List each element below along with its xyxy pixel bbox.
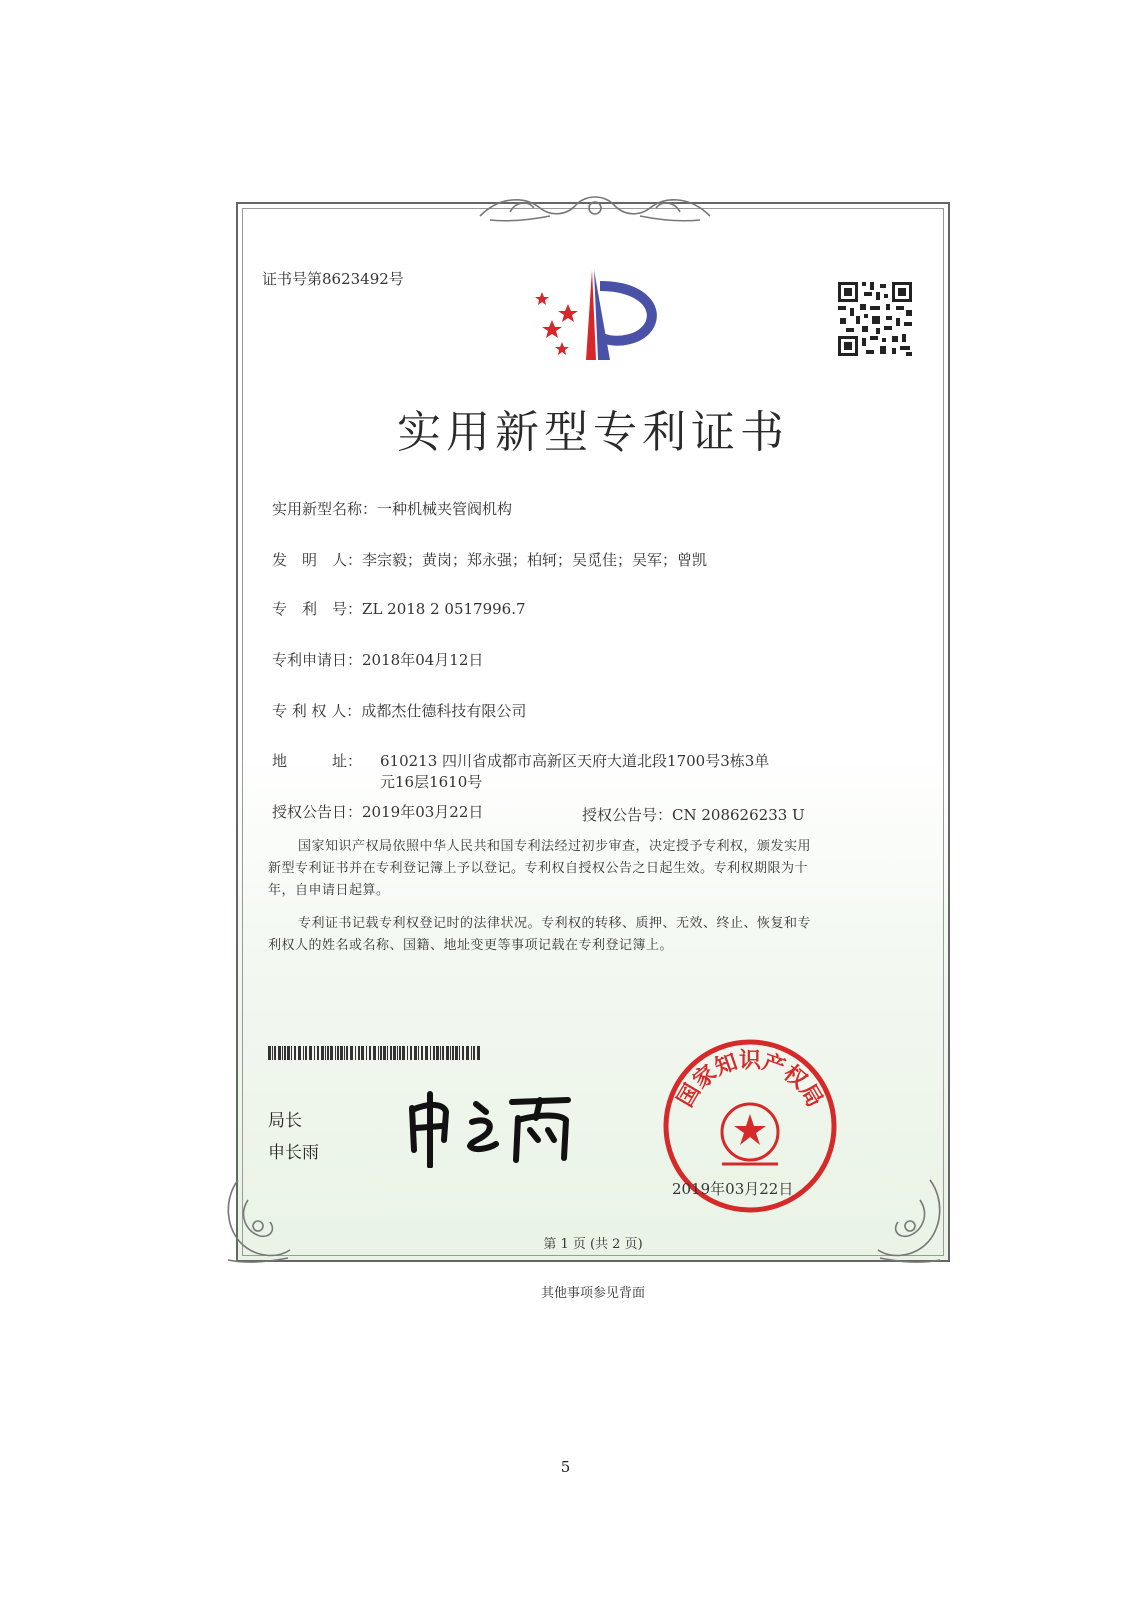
barcode-bar: [418, 1046, 419, 1060]
address-label: 地 址：: [272, 752, 363, 770]
barcode-bar: [462, 1046, 464, 1060]
barcode-bar: [473, 1046, 475, 1060]
patentee-row: [272, 700, 526, 721]
barcode-bar: [274, 1046, 276, 1060]
barcode-bar: [369, 1046, 371, 1060]
qr-code-icon: [836, 280, 914, 358]
barcode-bar: [380, 1046, 382, 1060]
barcode-bar: [452, 1046, 454, 1060]
barcode-bar: [425, 1046, 428, 1060]
application-date-value: 2018年04月12日: [362, 651, 484, 669]
barcode-bar: [410, 1046, 412, 1060]
patent-number-label: 专 利 号：: [272, 600, 363, 618]
patentee-label: 专 利 权 人：: [272, 702, 362, 720]
barcode-bar: [407, 1046, 408, 1060]
address-row: [272, 750, 769, 771]
barcode-bar: [393, 1046, 396, 1060]
barcode-bar: [446, 1046, 449, 1060]
grant-date-value: 2019年03月22日: [362, 803, 484, 821]
page-number: 5: [560, 1458, 571, 1476]
barcode-bar: [450, 1046, 451, 1060]
patent-office-logo-icon: [530, 268, 660, 363]
address-line-2: 元16层1610号: [380, 773, 483, 791]
barcode-bar: [350, 1046, 353, 1060]
barcode-bar: [440, 1046, 441, 1060]
director-name: 申长雨: [268, 1143, 319, 1163]
barcode-bar: [459, 1046, 460, 1060]
barcode-bar: [383, 1046, 386, 1060]
bottom-right-ornament-icon: [870, 1170, 950, 1270]
paragraph-1-line-3: 年，自申请日起算。: [268, 883, 390, 898]
barcode-bar: [305, 1046, 307, 1060]
utility-model-name-value: 一种机械夹管阀机构: [377, 500, 513, 518]
page-indicator: 第 1 页 (共 2 页): [543, 1237, 643, 1252]
certificate-number: 证书号第8623492号: [262, 270, 404, 288]
barcode-bar: [272, 1046, 273, 1060]
barcode-bar: [373, 1046, 376, 1060]
barcode-bar: [327, 1046, 329, 1060]
barcode-bar: [337, 1046, 339, 1060]
barcode-bar: [314, 1046, 315, 1060]
barcode-bar: [433, 1046, 435, 1060]
patentee-value: 成都杰仕德科技有限公司: [361, 702, 527, 720]
bottom-left-ornament-icon: [218, 1170, 298, 1270]
barcode-bar: [402, 1046, 405, 1060]
paragraph-2-line-1: 专利证书记载专利权登记时的法律状况。专利权的转移、质押、无效、终止、恢复和专: [298, 916, 812, 931]
utility-model-name-label: 实用新型名称：: [272, 500, 378, 518]
barcode-bar: [430, 1046, 431, 1060]
barcode-bar: [399, 1046, 401, 1060]
barcode-bar: [340, 1046, 343, 1060]
paragraph-2-line-2: 利权人的姓名或名称、国籍、地址变更等事项记载在专利登记簿上。: [268, 938, 674, 953]
certificate-title: 实用新型专利证书: [397, 407, 789, 458]
barcode-bar: [309, 1046, 312, 1060]
barcode-bar: [390, 1046, 392, 1060]
barcode-bar: [471, 1046, 472, 1060]
barcode-bar: [303, 1046, 304, 1060]
barcode-bar: [358, 1046, 360, 1060]
seal-date: 2019年03月22日: [672, 1180, 794, 1198]
barcode-bar: [344, 1046, 345, 1060]
barcode-bar: [321, 1046, 324, 1060]
patent-number-row: [272, 598, 526, 619]
paragraph-1-line-2: 新型专利证书并在专利登记簿上予以登记。专利权自授权公告之日起生效。专利权期限为十: [268, 861, 809, 876]
barcode-bar: [287, 1046, 290, 1060]
barcode-icon: [268, 1046, 480, 1060]
application-date-row: [272, 649, 483, 670]
barcode-bar: [442, 1046, 444, 1060]
barcode-bar: [387, 1046, 388, 1060]
barcode-bar: [291, 1046, 292, 1060]
inventor-label: 发 明 人：: [272, 551, 363, 569]
patent-number-value: ZL 2018 2 0517996.7: [362, 600, 526, 618]
top-ornament-icon: [470, 186, 720, 228]
barcode-bar: [284, 1046, 286, 1060]
barcode-bar: [466, 1046, 469, 1060]
barcode-bar: [294, 1046, 296, 1060]
barcode-bar: [477, 1046, 480, 1060]
address-line-1: 610213 四川省成都市高新区天府大道北段1700号3栋3单: [380, 752, 770, 770]
barcode-bar: [330, 1046, 333, 1060]
barcode-bar: [282, 1046, 283, 1060]
grant-number-row: [582, 804, 805, 825]
barcode-bar: [335, 1046, 336, 1060]
barcode-bar: [455, 1046, 458, 1060]
barcode-bar: [397, 1046, 398, 1060]
grant-number-value: CN 208626233 U: [672, 806, 805, 824]
barcode-bar: [361, 1046, 364, 1060]
application-date-label: 专利申请日：: [272, 651, 363, 669]
barcode-bar: [325, 1046, 326, 1060]
paragraph-1-line-1: 国家知识产权局依照中华人民共和国专利法经过初步审查，决定授予专利权，颁发实用: [298, 839, 812, 854]
grant-date-label: 授权公告日：: [272, 803, 363, 821]
utility-model-name-row: [272, 498, 512, 519]
grant-date-row: [272, 801, 483, 822]
barcode-bar: [346, 1046, 348, 1060]
barcode-bar: [421, 1046, 423, 1060]
director-title: 局长: [268, 1111, 302, 1131]
barcode-bar: [366, 1046, 367, 1060]
barcode-bar: [436, 1046, 439, 1060]
barcode-bar: [355, 1046, 356, 1060]
grant-number-label: 授权公告号：: [582, 806, 673, 824]
signature-icon: [400, 1088, 590, 1168]
barcode-bar: [278, 1046, 281, 1060]
back-note: 其他事项参见背面: [540, 1286, 645, 1301]
inventor-row: [272, 549, 707, 570]
barcode-bar: [414, 1046, 417, 1060]
barcode-bar: [298, 1046, 301, 1060]
barcode-bar: [378, 1046, 379, 1060]
seal-text: 国家知识产权局: [673, 1048, 827, 1112]
inventor-value: 李宗毅；黄岗；郑永强；柏轲；吴觅佳；吴军；曾凯: [362, 551, 708, 569]
barcode-bar: [317, 1046, 319, 1060]
barcode-bar: [268, 1046, 271, 1060]
svg-text:国家知识产权局: [673, 1049, 827, 1112]
